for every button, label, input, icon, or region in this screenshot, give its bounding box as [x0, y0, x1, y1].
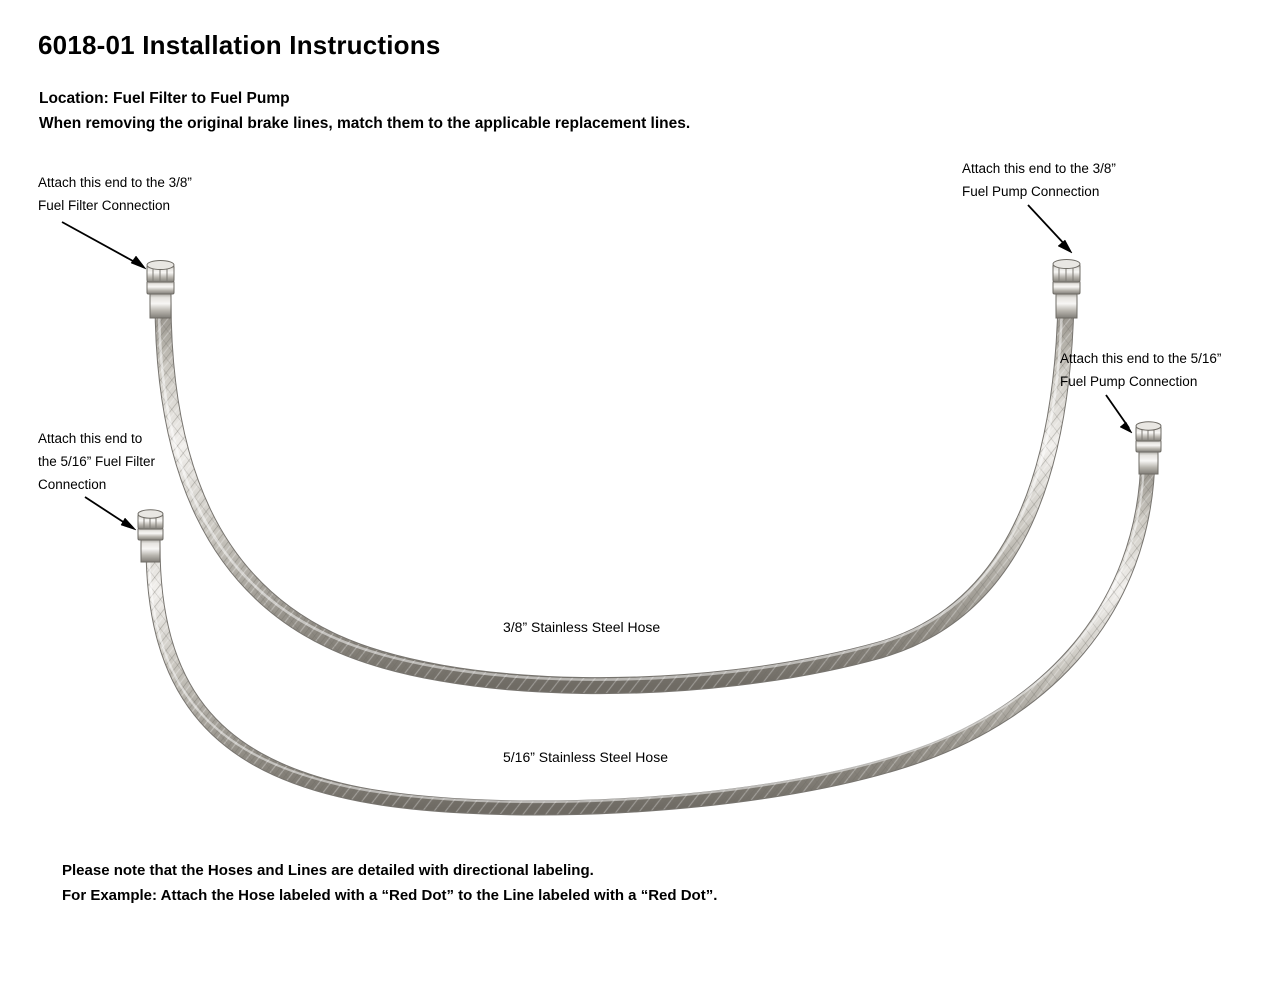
callout-lower-left-line1: Attach this end to: [38, 431, 143, 446]
callout-lower-left-line2: the 5/16” Fuel Filter: [38, 454, 156, 469]
hose-label-upper: 3/8” Stainless Steel Hose: [503, 619, 661, 635]
footnote-line2: For Example: Attach the Hose labeled with a “Red Dot” to the Line labeled with a “Red Dot”.: [62, 887, 718, 904]
fitting-upper-left: [147, 261, 174, 319]
fitting-upper-right: [1053, 260, 1080, 319]
arrow-mid-left: [85, 497, 136, 530]
callout-lower-right-line1: Attach this end to the 5/16”: [1060, 351, 1222, 366]
callout-upper-right-line2: Fuel Pump Connection: [962, 184, 1100, 199]
fitting-lower-left: [138, 510, 163, 562]
footnote-line1: Please note that the Hoses and Lines are detailed with directional labeling.: [62, 862, 594, 879]
fitting-lower-right: [1136, 422, 1161, 474]
location-line: Location: Fuel Filter to Fuel Pump: [39, 90, 290, 107]
arrow-top-left: [62, 222, 146, 269]
callout-upper-left-line1: Attach this end to the 3/8”: [38, 175, 192, 190]
callout-lower-right-line2: Fuel Pump Connection: [1060, 374, 1198, 389]
arrow-mid-right: [1106, 395, 1132, 433]
matching-instruction-line: When removing the original brake lines, match them to the applicable replacement lines.: [39, 115, 691, 132]
callout-lower-left-line3: Connection: [38, 477, 107, 492]
callout-upper-right-line1: Attach this end to the 3/8”: [962, 161, 1116, 176]
arrow-top-right: [1028, 205, 1072, 253]
leader-arrows: [62, 205, 1132, 530]
hose-label-lower: 5/16” Stainless Steel Hose: [503, 749, 668, 765]
page-title: 6018-01 Installation Instructions: [38, 30, 441, 60]
callout-upper-left-line2: Fuel Filter Connection: [38, 198, 171, 213]
